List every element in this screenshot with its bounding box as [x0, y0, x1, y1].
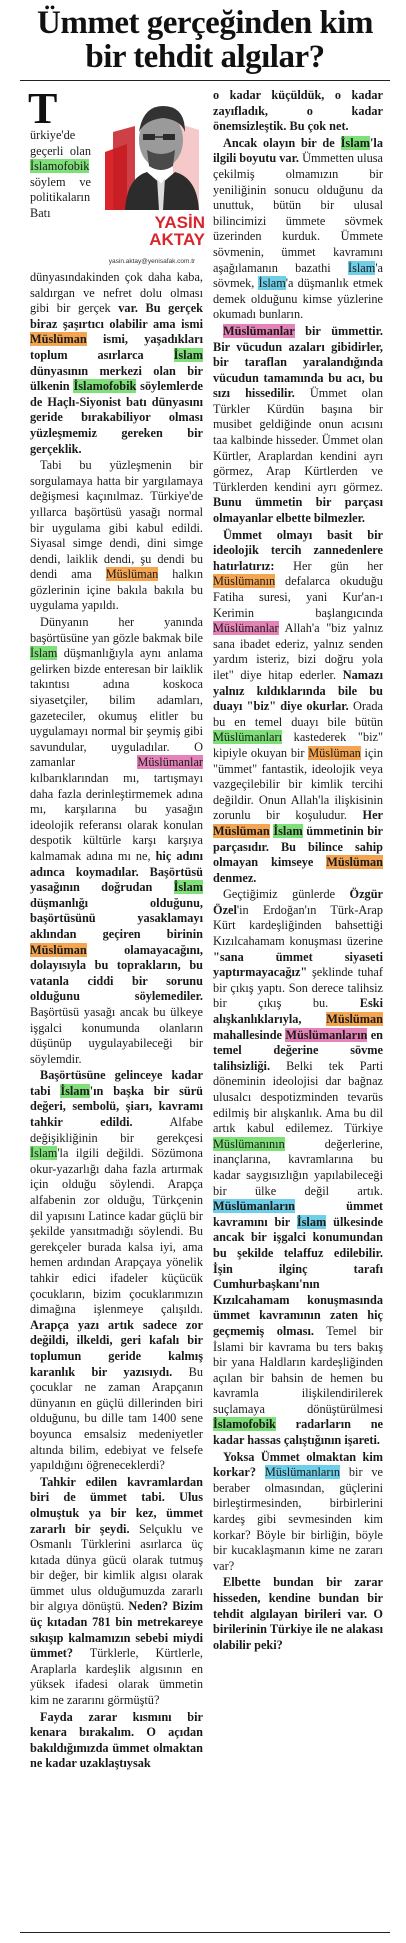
text-run: kastederek "biz" kipiyle okuyan bir	[213, 730, 383, 760]
text-run: Ancak olayın bir de	[223, 135, 341, 150]
text-run: düşmanlığı olduğunu, başörtüsünü yasaklamayı aklından geçiren birinin	[30, 895, 203, 941]
highlighted-term: Müslüman	[326, 1012, 383, 1027]
text-run: Arapça yazı artık sadece zor değildi, ilkeldi, geri kafalı bir toplumun geride kalmış karanlık bir yazısıydı.	[30, 1317, 203, 1379]
text-run: olamayacağını, dolayısıyla bu toprakların, bu vatanla ciddi bir sorunu olduğunu söylemediler.	[30, 942, 203, 1004]
text-run: değerlerine, inançlarına, kavramlarına bu kadar saygısızlığın yapılabileceği bir ülke değil artık.	[213, 1136, 383, 1198]
highlighted-term: Müslümanlar	[213, 621, 279, 636]
highlighted-term: İslam	[30, 1146, 58, 1161]
headline: Ümmet gerçeğinden kim bir tehdit algılar?	[37, 5, 373, 75]
highlighted-term: Müslümanların	[213, 1199, 295, 1214]
text-run: dünyasının merkezi olan bir ülkenin	[30, 363, 203, 394]
highlighted-term: İslam	[296, 1214, 327, 1229]
text-run: Alfabe değişikliğinin bir gerekçesi	[30, 1115, 203, 1145]
text-run: hiç adını adınca koymadılar. Başörtüsü yasağının doğrudan	[30, 848, 203, 895]
text-run: Tabi bu yüzleşmenin bir sorgulamaya hatta bir yargılamaya değişmesi kaçınılmaz. Türkiye'de yıllarca başörtüsü yasağı normal bir uygulama gibi kabul edildi. Siyasal simge dendi, dini simge dendi, laiklik dendi, şu dendi bu dendi ama	[30, 458, 203, 582]
text-run: şeklinde tuhaf bir çıkış yaptı. Son derece talihsiz bir çıkış bu.	[213, 965, 383, 1011]
text-run: Bunu ümmetin bir parçası olmayanlar elbette bilmezler.	[213, 495, 383, 526]
highlighted-term: Müslümanların	[285, 1027, 368, 1042]
text-run: 'a düşmanlık etmek demek olduğunu kimse yüzlerine okumadı bunların.	[213, 276, 384, 322]
text-run: en temel değerine sövme talihsizliği.	[213, 1027, 383, 1073]
text-run: Selçuklu ve Osmanlı Türklerini asırlarca üç kıtada dünya gücü olarak tutmuş bir değer, bir kimlik algısı olarak ümmet ulus olduğumuzda zararlı bir algıya dönüştü.	[30, 1521, 203, 1614]
text-run: ürkiye'de geçerli olan	[30, 128, 91, 158]
author-name	[149, 214, 205, 248]
author-last-name: AKTAY	[149, 230, 205, 249]
text-run: Dünyanın her yanında başörtüsüne yan gözle bakmak bile	[30, 615, 203, 645]
highlighted-term: İslamofobik	[30, 159, 90, 174]
highlighted-term: Müslümanları	[213, 730, 282, 745]
text-run: Orada bu en temel duayı bile bütün	[213, 699, 383, 729]
highlighted-term: İslamofobik	[73, 379, 137, 394]
paragraph	[213, 1450, 383, 1575]
text-run: düşmanlığıyla aynı anlama gelirken bizde enteresan bir laiklik takıntısı adına koskoca siyasetçiler, bilim adamları, gazeteciler, okumuş elitler bu uygulamayı normal bir şeymiş gibi savundular, uyguladılar. O zamanlar	[30, 646, 203, 770]
text-run: 'a sövmek,	[213, 260, 383, 291]
highlighted-term: Müslümanlar	[223, 323, 295, 338]
text-run: ümmetinin bir parçasıdır. Bu bilince sahip olmayan kimseye	[213, 823, 383, 870]
highlighted-term: İslam	[258, 276, 286, 291]
text-run: o kadar küçüldük, o kadar zayıfladık, o kadar önemsizleştik. Bu çok net.	[213, 88, 383, 134]
text-run: Temel bir İslami bir kavrama bu ters bakış bir yana Haldların kardeşliğinden açılan bir bahsin de hemen bu kavramla ilişkilendirilerek suçlamaya dönüştürülmesi	[213, 1323, 383, 1416]
text-run: 'la ilgili değildi. Sözümona okur-yazarlığı daha fazla artırmak için olduğu söylendi. Arapça alfabenin zor olduğu, Türkçenin dil yapısını Latince kadar güçlü bir şekilde yansıtmadığı söylendi. Bu gerekçeler burada kalsa iyi, ama hemen ardından Arapçaya yönelik tahkir edici ifadeler küçücük çocukların, bizim çocuklarımızın dimağına işlenmeye çalışıldı.	[30, 1146, 203, 1317]
right-column	[213, 88, 383, 1654]
highlighted-term: Müslüman	[30, 332, 87, 347]
text-run: mahallesinde	[213, 1027, 286, 1042]
text-run: Allah'a "biz yalnız sana ibadet ederiz, yalnız senden yardım isteriz, bizi doğru yola ilet" diye hitap ederler.	[213, 621, 383, 682]
highlighted-term: Müslüman	[105, 567, 159, 582]
text-run: Yoksa Ümmet olmaktan kim korkar?	[213, 1449, 383, 1480]
text-run: Bu çocuklar ne zaman Arapçanın dünyanın en güçlü dillerinden biri olduğunu, bu dille tam 1400 sene boyunca emsalsiz medeniyetler altında bilim, edebiyat ve felsefe yapıldığını öğreneceklerdi?	[30, 1364, 203, 1473]
highlighted-term: İslam	[173, 880, 203, 895]
text-run: bir ümmettir. Bir vücudun azaları gibidirler, bir taraflan yaralandığında vücudun tamamında bu acı, bu sızı hissedilir.	[213, 323, 383, 401]
highlighted-term: İslam	[340, 135, 371, 150]
text-run: Özgür Özel	[213, 887, 383, 917]
paragraph	[213, 1575, 383, 1653]
highlighted-term: İslam	[173, 347, 203, 362]
text-run: Belki tek Parti döneminin ideolojisi dar bağnaz ulusalcı despotizminden tevarüs edilmiş bir alışkanlık. Ama bu dil artık kabul edilemez. Türkiye	[213, 1058, 383, 1136]
text-run: denmez.	[213, 870, 257, 885]
text-run: Ümmet olmayı basit bir ideolojik tercih zannedenlere hatırlatırız:	[213, 527, 383, 573]
paragraph	[213, 136, 383, 323]
text-run: söylem ve politikaların Batı dünyasındakinden çok daha kaba, saldırgan ve nefret dolu olması gibi bir gerçek	[30, 174, 203, 316]
paragraph	[213, 887, 383, 1448]
text-run: ülkesinde ancak bir işgalci konumundan bu şekilde telaffuz edilebilir.	[213, 1214, 383, 1260]
text-run: Her gün her	[274, 558, 383, 573]
text-run: Fayda zarar kısmını bir kenara bırakalım. O açıdan bakıldığımızda ümmet olmaktan ne kadar uzaklaştıysak	[30, 1709, 203, 1771]
paragraph	[30, 1068, 203, 1473]
text-run: ismi, yaşadıkları toplum asırlarca	[30, 332, 203, 362]
text-run: Neden? Bizim üç kıtadan 781 bin metrekareye sıkışıp kalmamızın sebebi miydi ümmet?	[30, 1599, 203, 1661]
text-run: Ümmet olan Türkler Kürdün başına bir musibet geldiğinde onun acısını taa kalbinde hisseder. Ümmet olan Kürtler, Araplardan kendini ayrı görmez, Arap Kürtlerden ve Türklerden kendini ayrı görmez.	[213, 386, 383, 494]
highlighted-term: Müslümanın	[213, 574, 276, 589]
text-run: kılbarıklarından mı, tartışmayı daha fazla derinleştirmemek adına mı, karşılarına bu yasağın ideolojik referansı olarak konulan despotik kültürle karşı karşıya kalmamak adına mı ne,	[30, 771, 203, 863]
text-run: söylemlerde de Haçlı-Siyonist batı dünyasını geride bırakabiliyor olması yüzleşmemiz gereken bir gerçeklik.	[30, 379, 203, 456]
text-run: ümmet kavramını bir	[213, 1199, 383, 1229]
highlighted-term: İslam	[30, 646, 58, 661]
text-run: 'ın başka bir sürü değeri, sembolü, şiarı, kavramı tahkir edildi.	[30, 1083, 203, 1130]
paragraph	[30, 458, 203, 614]
text-run: İşin ilginç tarafı Cumhurbaşkanı'nın Kızılcahamam konuşmasında ümmet kavramının zaten hiç geçmemiş olması.	[213, 1261, 383, 1338]
text-run: 'la ilgili boyutu var.	[213, 135, 383, 166]
paragraph	[213, 88, 383, 135]
author-first-name: YASİN	[154, 213, 205, 232]
highlighted-term: Müslümanının	[213, 1136, 285, 1151]
highlighted-term: Müslüman	[213, 823, 270, 838]
bottom-rule	[20, 1932, 390, 1933]
text-run: için "ümmet" fantastik, ideolojik veya vazgeçilebilir bir kimlik tercihi değildir. Onun Allah'la ilişkisinin zorunlu bir koşuludur.	[213, 745, 383, 823]
author-email: yasin.aktay@yenisafak.com.tr	[108, 258, 196, 265]
text-run: Namazı yalnız kıldıklarında bile bu duayı "biz" diye okurlar.	[213, 667, 383, 714]
text-run: defalarca okuduğu Fatiha suresi, yani Kur'an-ı Kerimin başlangıcında	[213, 574, 383, 620]
text-run: Başörtüsü yasağı ancak bu ülkeye işgalci konumunda olanların düşünüp uygulayabileceği bir söylemdir.	[30, 1004, 203, 1066]
text-run	[256, 1465, 265, 1479]
text-run: "sana ümmet siyaseti yaptırmayacağız"	[213, 949, 383, 980]
text-run: halkın gözlerinin içine bakıla bakıla bu uygulama yapıldı.	[30, 567, 203, 613]
paragraph	[30, 615, 203, 1067]
text-run: Tahkir edilen kavramlardan biri de ümmet tabi. Ulus olmuştuk ya bir kez, ümmet zararlı bir şeydi.	[30, 1474, 203, 1536]
drop-cap: T	[28, 84, 58, 133]
paragraph	[213, 324, 383, 527]
highlighted-term: Müslüman	[326, 855, 383, 870]
highlighted-term: İslamofobik	[213, 1417, 276, 1432]
highlighted-term: Müslümanlar	[137, 755, 203, 770]
top-rule	[20, 80, 390, 81]
text-run: Geçtiğimiz günlerde	[223, 887, 350, 902]
highlighted-term: Müslüman	[308, 745, 361, 760]
highlighted-term: İslam	[273, 823, 303, 838]
text-run: Türklerle, Kürtlerle, Araplarla kardeşlik algısının en yüksek ifadesi olarak ümmetin kim ne zararını görmüştü?	[30, 1646, 203, 1708]
author-box	[97, 88, 207, 266]
highlighted-term: İslam	[347, 260, 376, 275]
text-run: bir ve beraber olmasından, güçlerini birleştirmesinden, birbirlerini kardeş gibi sevmesinden kim korkar? Böyle bir birliğin, böyle bir kucaklaşmanın kime ne zararı var?	[213, 1465, 384, 1573]
highlighted-term: İslam	[60, 1083, 90, 1098]
text-run: Elbette bundan bir zarar hisseden, kendine bundan bir tehdit algılayan birileri var. O birilerinin Türkiye ile ne alakası olabilir peki?	[213, 1575, 383, 1652]
text-run: Ümmetten ulusa çekilmiş olmamızın bir yeniliğinin sonucu olduğunu da unuttuk, bütün bir ulusal bilincimizi ümmete sövmek üzerinden kurduk. Ümmete sövmenin, ümmet kavramını aşağılamanın bazathi	[213, 151, 384, 275]
paragraph	[30, 1710, 203, 1772]
text-run: Eski alışkanlıklarıyla,	[213, 996, 383, 1027]
highlighted-term: Müslüman	[30, 942, 87, 957]
highlighted-term: Müslümanların	[264, 1465, 341, 1480]
text-run: radarların ne kadar hassas çalıştığının işareti.	[213, 1417, 383, 1448]
text-run: Başörtüsüne gelinceye kadar tabi	[30, 1068, 203, 1098]
text-run: 'in Erdoğan'ın Türk-Arap Kürt kardeşliğinden bahsettiği Kızılcahamam konuşması üzerine	[213, 902, 383, 949]
paragraph	[213, 528, 383, 887]
text-run: var. Bu gerçek biraz şaşırtıcı olabilir ama ismi	[30, 301, 203, 331]
paragraph	[30, 1475, 203, 1709]
text-run: Her	[362, 808, 383, 823]
left-column	[28, 84, 205, 1773]
author-photo	[103, 92, 203, 212]
